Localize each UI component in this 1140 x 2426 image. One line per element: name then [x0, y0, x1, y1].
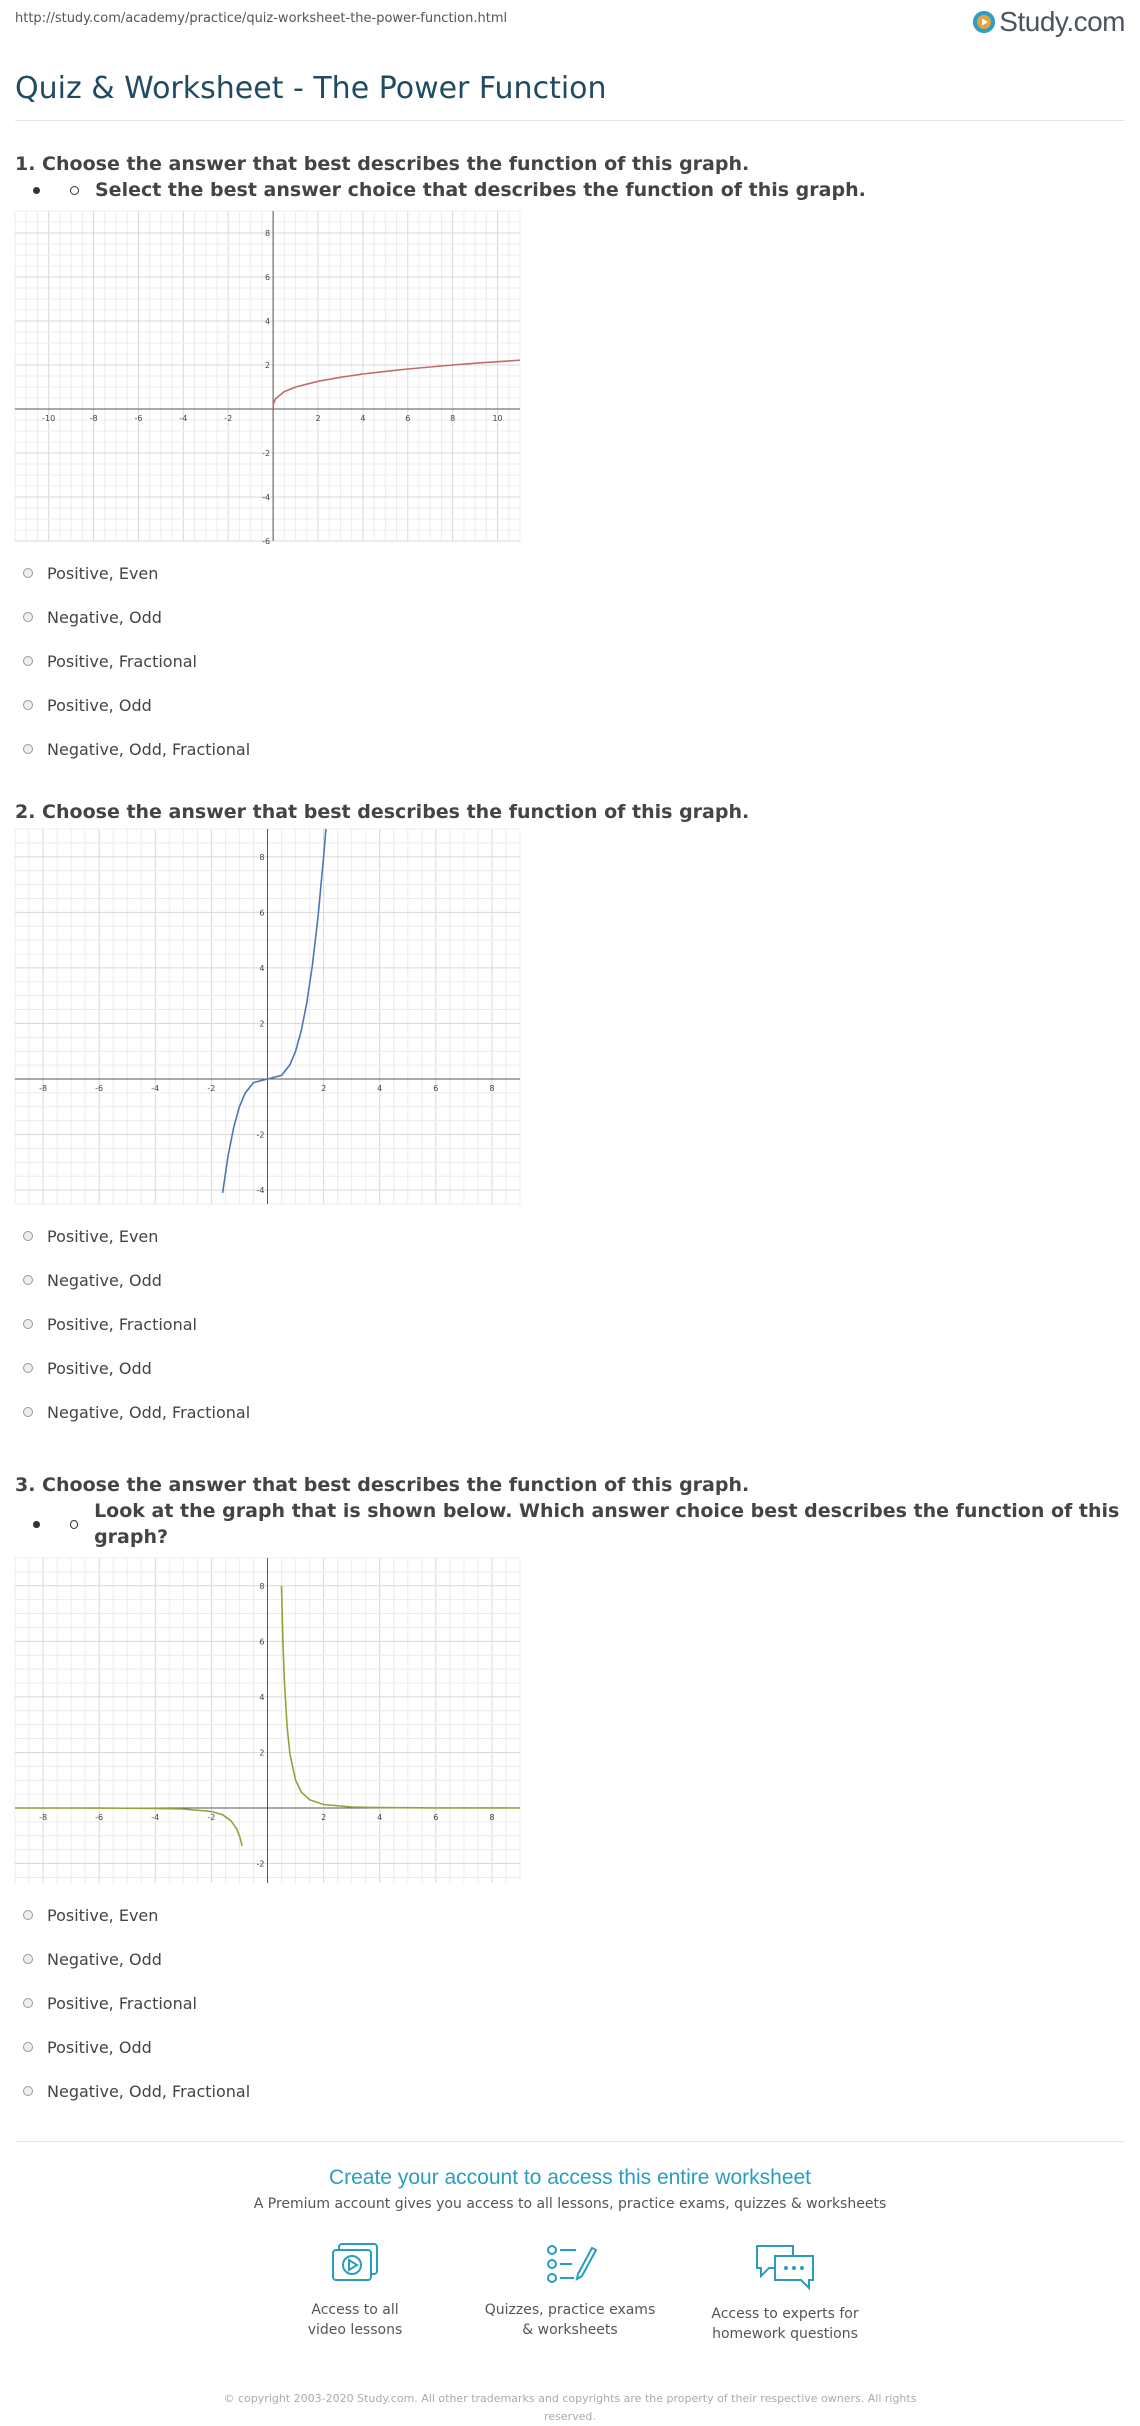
x-tick-label: -4	[151, 1084, 160, 1093]
question-1	[15, 151, 1125, 771]
option-negative-odd[interactable]	[15, 1258, 1125, 1302]
radio-icon[interactable]	[23, 1319, 33, 1329]
x-tick-label: -10	[42, 414, 56, 423]
radio-icon[interactable]	[23, 1954, 33, 1964]
option-label: Positive, Fractional	[47, 1993, 197, 2013]
y-tick-label: 4	[259, 963, 265, 973]
question-subtitle	[15, 177, 1125, 203]
cta-subtitle: A Premium account gives you access to all lessons, practice exams, quizzes & worksheets	[253, 2196, 887, 2212]
y-tick-label: 4	[259, 1692, 265, 1702]
copyright-line-1: © copyright 2003-2020 Study.com. All other trademarks and copyrights are the property of their respective owners. All rights	[223, 2392, 917, 2405]
x-tick-label: 10	[492, 414, 503, 423]
option-negative-odd-fractional[interactable]	[15, 727, 1125, 771]
y-tick-label: 8	[265, 229, 271, 238]
study-logo[interactable]	[973, 6, 1125, 38]
x-tick-label: 6	[433, 1813, 439, 1822]
x-tick-label: 6	[405, 414, 411, 423]
copyright-line-2: reserved.	[544, 2410, 596, 2423]
option-negative-odd-fractional[interactable]	[15, 2069, 1125, 2113]
options-list	[15, 551, 1125, 771]
topbar	[15, 0, 1125, 48]
x-tick-label: 8	[489, 1813, 495, 1822]
bullet-dot-icon	[33, 1521, 40, 1528]
graph-2	[15, 829, 520, 1204]
y-tick-label: 4	[265, 317, 271, 326]
option-label: Positive, Odd	[47, 2037, 152, 2057]
x-tick-label: -8	[89, 414, 98, 423]
option-label: Negative, Odd	[47, 1949, 162, 1969]
play-logo-icon	[973, 11, 995, 33]
feature-line-1: Access to all	[311, 2302, 399, 2318]
feature-line-1: Access to experts for	[711, 2306, 859, 2322]
logo-text: Study.com	[999, 6, 1125, 37]
option-label: Positive, Odd	[47, 695, 152, 715]
x-tick-label: -4	[151, 1813, 160, 1822]
option-label: Negative, Odd, Fractional	[47, 1402, 251, 1422]
y-tick-label: 2	[259, 1748, 265, 1758]
experts-chat-icon	[753, 2242, 817, 2292]
x-tick-label: 8	[450, 414, 456, 423]
feature-video-lessons	[248, 2242, 463, 2344]
video-lessons-icon	[327, 2242, 383, 2288]
x-tick-label: -2	[207, 1084, 216, 1093]
option-negative-odd[interactable]	[15, 595, 1125, 639]
bullet-dot-icon	[33, 187, 40, 194]
x-tick-label: -8	[39, 1813, 48, 1822]
page	[15, 0, 1125, 2426]
y-tick-label: -4	[256, 1186, 265, 1196]
title-divider	[15, 120, 1125, 121]
question-2	[15, 799, 1125, 1434]
option-label: Positive, Odd	[47, 1358, 152, 1378]
x-tick-label: -2	[224, 414, 233, 423]
option-positive-odd[interactable]	[15, 1346, 1125, 1390]
option-label: Positive, Even	[47, 1905, 159, 1925]
page-url: http://study.com/academy/practice/quiz-worksheet-the-power-function.html	[15, 11, 508, 26]
feature-line-2: homework questions	[712, 2326, 858, 2342]
feature-list	[15, 2242, 1125, 2344]
question-title: 1. Choose the answer that best describes the function of this graph.	[15, 153, 750, 175]
radio-icon[interactable]	[23, 1998, 33, 2008]
question-title: 2. Choose the answer that best describes the function of this graph.	[15, 801, 750, 823]
y-tick-label: -2	[256, 1859, 265, 1869]
question-3	[15, 1472, 1125, 2113]
option-positive-fractional[interactable]	[15, 1981, 1125, 2025]
feature-line-2: & worksheets	[522, 2322, 618, 2338]
page-title: Quiz & Worksheet - The Power Function	[15, 71, 607, 106]
option-positive-odd[interactable]	[15, 2025, 1125, 2069]
radio-icon[interactable]	[23, 1407, 33, 1417]
bullet-circle-icon	[70, 186, 79, 195]
x-tick-label: 2	[315, 414, 321, 423]
radio-icon[interactable]	[23, 1363, 33, 1373]
option-positive-even[interactable]	[15, 1893, 1125, 1937]
x-tick-label: -6	[95, 1813, 104, 1822]
radio-icon[interactable]	[23, 656, 33, 666]
x-tick-label: -8	[39, 1084, 48, 1093]
option-label: Positive, Even	[47, 1226, 159, 1246]
footer-divider	[15, 2141, 1125, 2142]
option-positive-even[interactable]	[15, 551, 1125, 595]
x-tick-label: 4	[377, 1084, 383, 1093]
graph-1	[15, 211, 520, 546]
x-tick-label: 8	[489, 1084, 495, 1093]
radio-icon[interactable]	[23, 2086, 33, 2096]
option-positive-fractional[interactable]	[15, 1302, 1125, 1346]
x-tick-label: -6	[95, 1084, 104, 1093]
y-tick-label: 8	[259, 1581, 265, 1591]
option-negative-odd-fractional[interactable]	[15, 1390, 1125, 1434]
option-label: Positive, Fractional	[47, 1314, 197, 1334]
option-positive-even[interactable]	[15, 1214, 1125, 1258]
y-tick-label: -4	[262, 493, 271, 502]
feature-quizzes	[463, 2242, 678, 2344]
option-label: Negative, Odd	[47, 1270, 162, 1290]
x-tick-label: 2	[321, 1084, 327, 1093]
y-tick-label: 2	[265, 361, 271, 370]
quizzes-icon	[542, 2242, 598, 2288]
question-subtitle-text: Look at the graph that is shown below. Which answer choice best describes the function of this graph?	[94, 1500, 1120, 1548]
x-tick-label: -6	[134, 414, 143, 423]
x-tick-label: 2	[321, 1813, 327, 1822]
series-line-1	[223, 829, 326, 1196]
option-label: Negative, Odd, Fractional	[47, 739, 251, 759]
radio-icon[interactable]	[23, 612, 33, 622]
signup-cta	[15, 2166, 1125, 2344]
options-list	[15, 1214, 1125, 1434]
graph-3	[15, 1558, 520, 1883]
radio-icon[interactable]	[23, 568, 33, 578]
y-tick-label: 2	[259, 1019, 265, 1029]
question-title: 3. Choose the answer that best describes the function of this graph.	[15, 1474, 750, 1496]
y-tick-label: 6	[265, 273, 271, 282]
radio-icon[interactable]	[23, 1910, 33, 1920]
options-list	[15, 1893, 1125, 2113]
feature-experts	[678, 2242, 893, 2344]
radio-icon[interactable]	[23, 700, 33, 710]
question-subtitle	[15, 1498, 1125, 1550]
radio-icon[interactable]	[23, 1231, 33, 1241]
y-tick-label: -2	[256, 1130, 265, 1140]
radio-icon[interactable]	[23, 744, 33, 754]
radio-icon[interactable]	[23, 1275, 33, 1285]
feature-line-2: video lessons	[307, 2322, 403, 2338]
y-tick-label: -2	[262, 449, 271, 458]
radio-icon[interactable]	[23, 2042, 33, 2052]
y-tick-label: 6	[259, 1637, 265, 1647]
x-tick-label: 4	[377, 1813, 383, 1822]
option-label: Negative, Odd	[47, 607, 162, 627]
option-negative-odd[interactable]	[15, 1937, 1125, 1981]
feature-line-1: Quizzes, practice exams	[484, 2302, 656, 2318]
y-tick-label: -6	[262, 537, 271, 546]
copyright	[210, 2390, 930, 2426]
x-tick-label: -2	[207, 1813, 216, 1822]
y-tick-label: 6	[259, 908, 265, 918]
cta-title[interactable]: Create your account to access this entire worksheet	[328, 2166, 812, 2189]
option-label: Positive, Fractional	[47, 651, 197, 671]
y-tick-label: 8	[259, 852, 265, 862]
question-subtitle-text: Select the best answer choice that describes the function of this graph.	[95, 179, 866, 201]
option-positive-fractional[interactable]	[15, 639, 1125, 683]
option-label: Positive, Even	[47, 563, 159, 583]
x-tick-label: 6	[433, 1084, 439, 1093]
x-tick-label: 4	[360, 414, 366, 423]
option-positive-odd[interactable]	[15, 683, 1125, 727]
option-label: Negative, Odd, Fractional	[47, 2081, 251, 2101]
bullet-circle-icon	[70, 1520, 79, 1529]
x-tick-label: -4	[179, 414, 188, 423]
